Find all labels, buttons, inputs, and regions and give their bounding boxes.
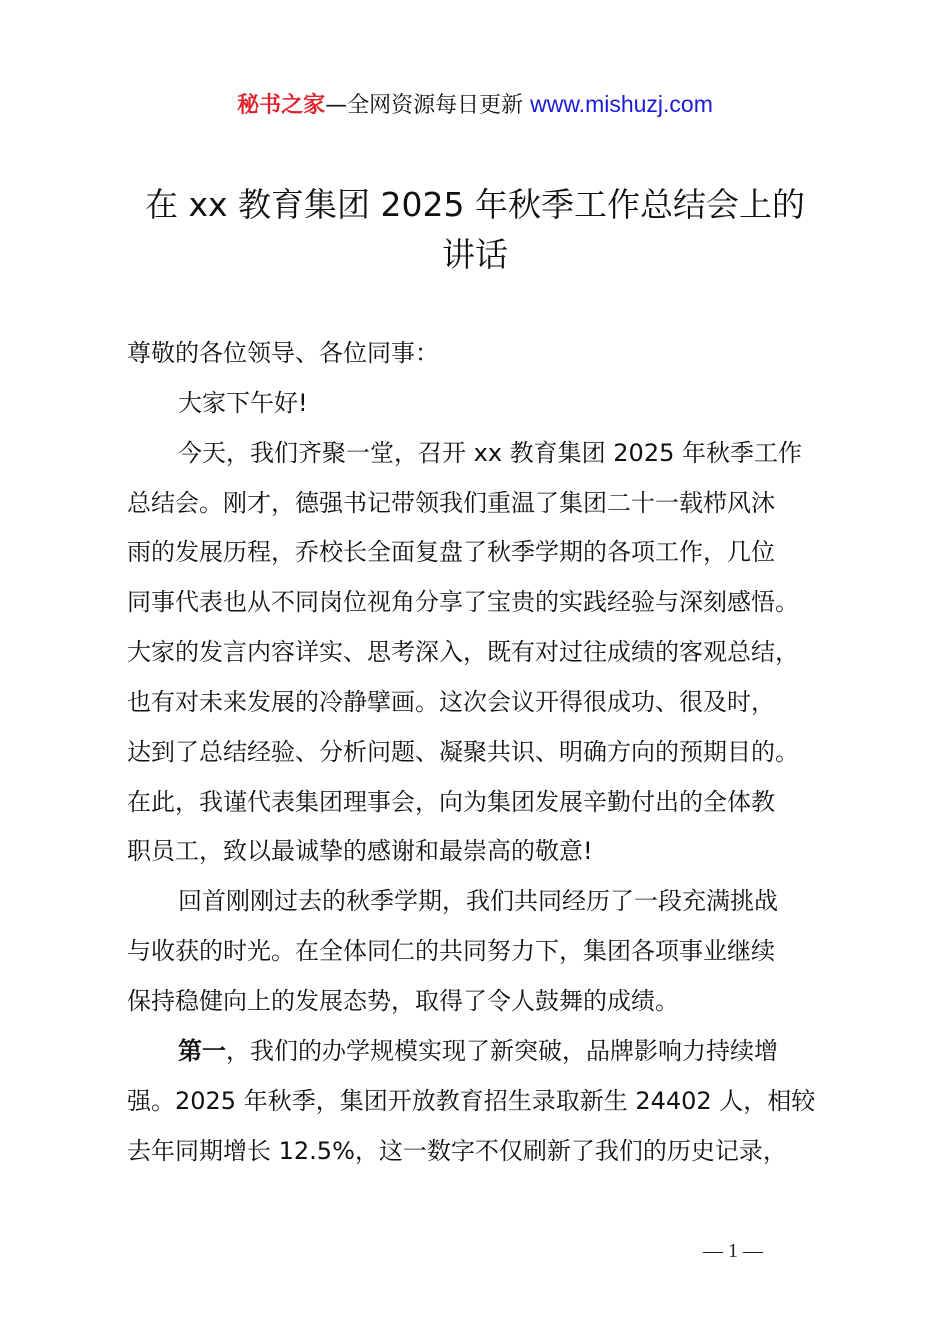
text-line: 同事代表也从不同岗位视角分享了宝贵的实践经验与深刻感悟。: [127, 588, 799, 617]
text-line: 雨的发展历程，乔校长全面复盘了秋季学期的各项工作，几位: [127, 538, 775, 567]
text-line: 总结会。刚才，德强书记带领我们重温了集团二十一载栉风沐: [127, 488, 775, 517]
paragraph-opening: [127, 429, 847, 878]
text-line: 保持稳健向上的发展态势，取得了令人鼓舞的成绩。: [127, 986, 679, 1015]
text-line: 强。2025 年秋季，集团开放教育招生录取新生 24402 人，相较: [127, 1086, 816, 1115]
text-line: 与收获的时光。在全体同仁的共同努力下，集团各项事业继续: [127, 937, 775, 966]
text-line: [127, 1027, 847, 1077]
text-line: 达到了总结经验、分析问题、凝聚共识、明确方向的预期目的。: [127, 737, 799, 766]
site-url-link[interactable]: www.mishuzj.com: [530, 91, 713, 117]
text-line: 回首刚刚过去的秋季学期，我们共同经历了一段充满挑战: [178, 887, 778, 916]
title-line: 讲话: [442, 235, 508, 274]
paragraph-first-point: [127, 1027, 847, 1177]
document-title: [0, 180, 950, 280]
text-line: 去年同期增长 12.5%，这一数字不仅刷新了我们的历史记录，: [127, 1136, 787, 1165]
text-line: 职员工，致以最诚挚的感谢和最崇高的敬意!: [127, 837, 593, 866]
text-line: 也有对未来发展的冷静擘画。这次会议开得很成功、很及时，: [127, 687, 775, 716]
text-fragment: ，我们的办学规模实现了新突破，品牌影响力持续增: [226, 1036, 778, 1065]
salutation: 尊敬的各位领导、各位同事：: [127, 339, 439, 367]
site-header: [0, 88, 950, 119]
text-line: 在此，我谨代表集团理事会，向为集团发展辛勤付出的全体教: [127, 787, 775, 816]
text-line: 大家的发言内容详实、思考深入，既有对过往成绩的客观总结，: [127, 638, 799, 667]
title-line: 在 xx 教育集团 2025 年秋季工作总结会上的: [145, 185, 805, 224]
brand-name: 秘书之家: [237, 93, 326, 118]
document-body: [127, 329, 847, 1176]
paragraph-review: [127, 877, 847, 1027]
greeting: 大家下午好!: [178, 388, 308, 417]
page-number: — 1 —: [703, 1240, 763, 1262]
text-line: 今天，我们齐聚一堂，召开 xx 教育集团 2025 年秋季工作: [178, 438, 802, 467]
slogan: —全网资源每日更新: [325, 93, 531, 118]
point-lead: 第一: [178, 1036, 226, 1065]
